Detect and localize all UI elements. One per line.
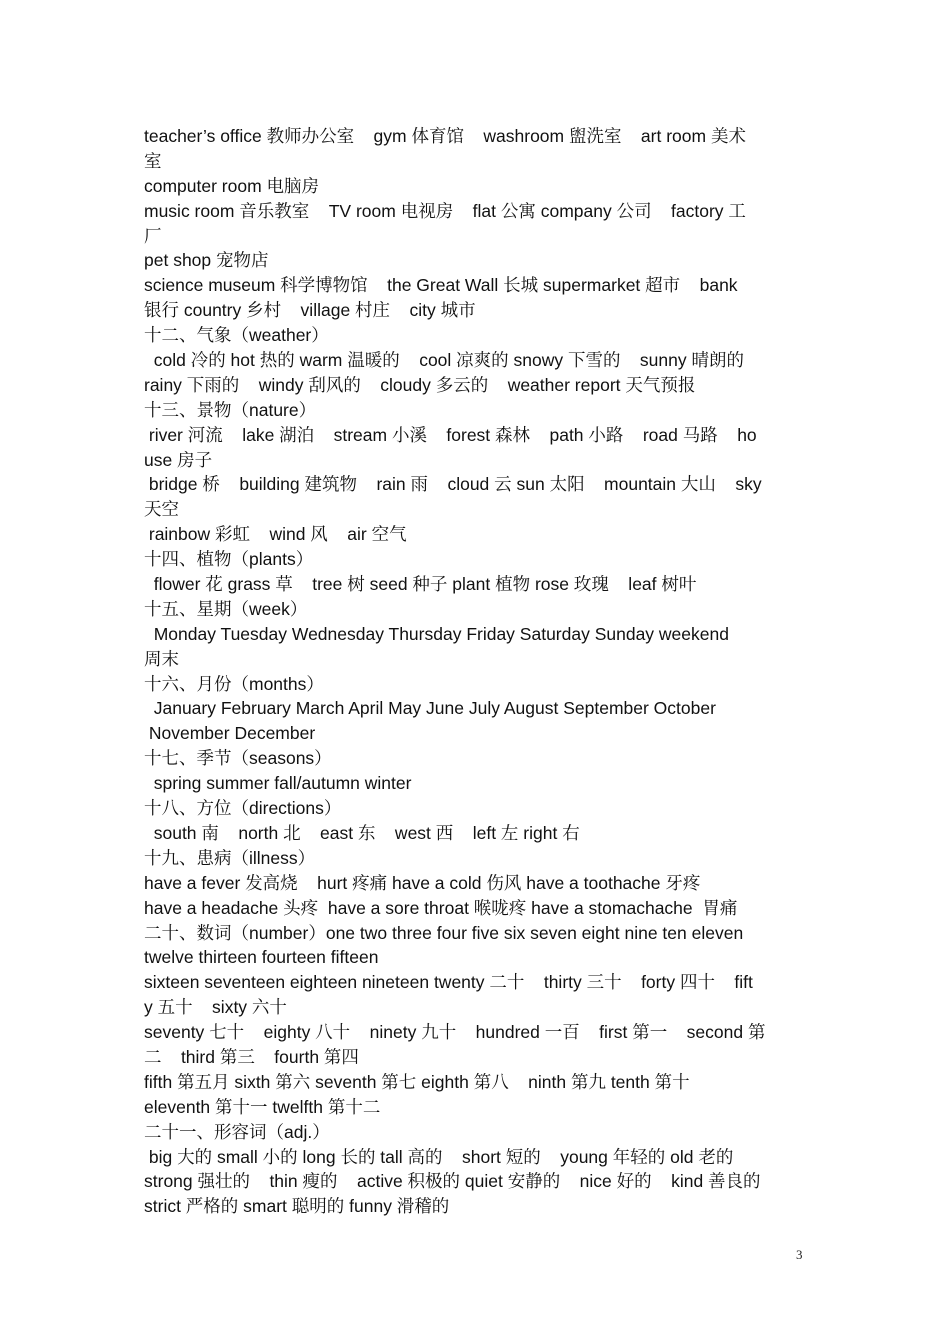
text-line: big 大的 small 小的 long 长的 tall 高的 short 短的 young 年轻的 old 老的 — [144, 1146, 734, 1167]
text-line: bridge 桥 building 建筑物 rain 雨 cloud 云 sun 太阳 mountain 大山 sky — [144, 474, 762, 495]
text-line: use 房子 — [144, 449, 213, 470]
section-heading-adjectives: 二十一、形容词（adj.） — [144, 1121, 330, 1142]
text-line: 二 third 第三 fourth 第四 — [144, 1046, 359, 1067]
text-line: 厂 — [144, 225, 162, 246]
text-line: spring summer fall/autumn winter — [144, 773, 412, 794]
section-heading-nature: 十三、景物（nature） — [144, 399, 317, 420]
text-line: pet shop 宠物店 — [144, 250, 269, 271]
text-line: science museum 科学博物馆 the Great Wall 长城 supermarket 超市 bank — [144, 275, 738, 296]
section-heading-week: 十五、星期（week） — [144, 598, 308, 619]
section-heading-number: 二十、数词（number）one two three four five six seven eight nine ten eleven — [144, 922, 744, 943]
text-line: Monday Tuesday Wednesday Thursday Friday Saturday Sunday weekend — [144, 623, 729, 644]
text-line: south 南 north 北 east 东 west 西 left 左 right 右 — [144, 822, 580, 843]
text-line: 室 — [144, 150, 162, 171]
text-line: have a headache 头疼 have a sore throat 喉咙疼 have a stomachache 胃痛 — [144, 897, 738, 918]
section-heading-directions: 十八、方位（directions） — [144, 798, 342, 819]
text-line: rainbow 彩虹 wind 风 air 空气 — [144, 524, 407, 545]
text-line: 周末 — [144, 648, 179, 669]
section-heading-weather: 十二、气象（weather） — [144, 325, 329, 346]
text-line: have a fever 发高烧 hurt 疼痛 have a cold 伤风 have a toothache 牙疼 — [144, 872, 701, 893]
text-line: seventy 七十 eighty 八十 ninety 九十 hundred 一百 first 第一 second 第 — [144, 1022, 766, 1043]
section-heading-plants: 十四、植物（plants） — [144, 549, 314, 570]
text-line: fifth 第五月 sixth 第六 seventh 第七 eighth 第八 ninth 第九 tenth 第十 — [144, 1071, 690, 1092]
text-line: 天空 — [144, 499, 179, 520]
text-line: music room 音乐教室 TV room 电视房 flat 公寓 company 公司 factory 工 — [144, 200, 746, 221]
text-line: y 五十 sixty 六十 — [144, 997, 287, 1018]
section-heading-seasons: 十七、季节（seasons） — [144, 748, 332, 769]
text-line: November December — [144, 723, 316, 744]
text-line: rainy 下雨的 windy 刮风的 cloudy 多云的 weather report 天气预报 — [144, 374, 696, 395]
text-line: strong 强壮的 thin 瘦的 active 积极的 quiet 安静的 nice 好的 kind 善良的 — [144, 1171, 761, 1192]
text-line: twelve thirteen fourteen fifteen — [144, 947, 379, 968]
text-line: river 河流 lake 湖泊 stream 小溪 forest 森林 path 小路 road 马路 ho — [144, 424, 757, 445]
text-line: cold 冷的 hot 热的 warm 温暖的 cool 凉爽的 snowy 下雪的 sunny 晴朗的 — [144, 350, 744, 371]
section-heading-illness: 十九、患病（illness） — [144, 847, 316, 868]
text-line: computer room 电脑房 — [144, 175, 320, 196]
text-line: 银行 country 乡村 village 村庄 city 城市 — [144, 300, 476, 321]
section-heading-months: 十六、月份（months） — [144, 673, 324, 694]
vocabulary-text-block — [144, 124, 808, 1219]
text-line: strict 严格的 smart 聪明的 funny 滑稽的 — [144, 1196, 450, 1217]
text-line: sixteen seventeen eighteen nineteen twenty 二十 thirty 三十 forty 四十 fift — [144, 972, 753, 993]
text-line: eleventh 第十一 twelfth 第十二 — [144, 1096, 381, 1117]
page-number: 3 — [796, 1247, 803, 1262]
text-line: January February March April May June July August September October — [144, 698, 716, 719]
text-line: flower 花 grass 草 tree 树 seed 种子 plant 植物 rose 玫瑰 leaf 树叶 — [144, 574, 697, 595]
text-line: teacher’s office 教师办公室 gym 体育馆 washroom 盥洗室 art room 美术 — [144, 126, 746, 146]
